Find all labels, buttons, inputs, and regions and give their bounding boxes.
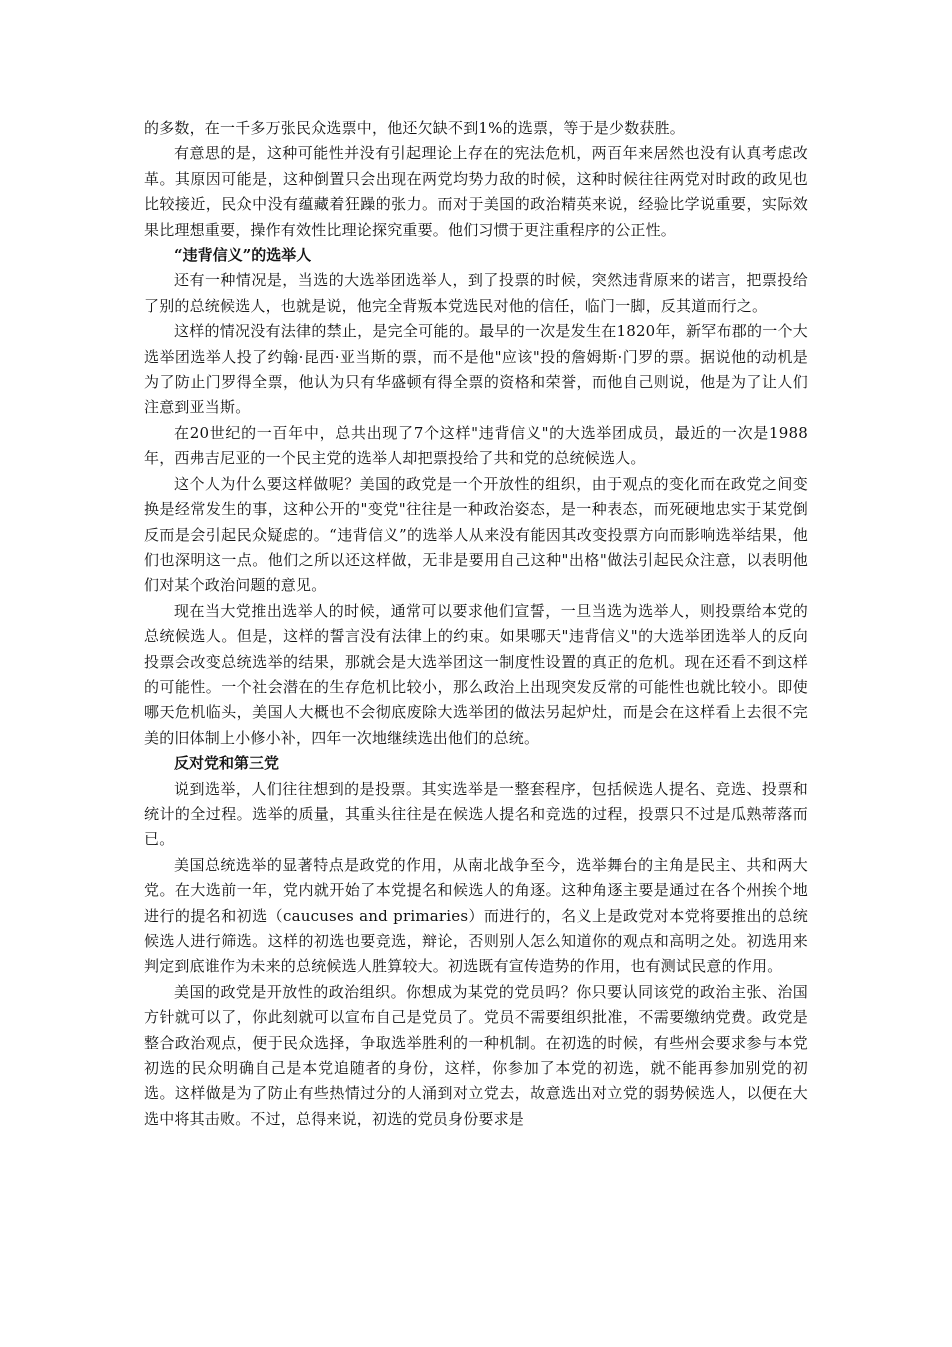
section-heading-faithless-electors: “违背信义”的选举人: [174, 246, 312, 265]
section-heading-opposition-third-party: 反对党和第三党: [174, 754, 280, 773]
document-page: [144, 116, 808, 1132]
paragraph: 美国总统选举的显著特点是政党的作用，从南北战争至今，选举舞台的主角是民主、共和两大党。在大选前一年，党内就开始了本党提名和候选人的角逐。这种角逐主要是通过在各个州挨个地进行的提名和初选（caucuses and primaries）而进行的，名义上是政党对本党将要推出的总统候选人进行筛选。这样的初选也要竞选，辩论，否则别人怎么知道你的观点和高明之处。初选用来判定到底谁作为未来的总统候选人胜算较大。初选既有宣传造势的作用，也有测试民意的作用。: [144, 855, 808, 976]
paragraph: 现在当大党推出选举人的时候，通常可以要求他们宣誓，一旦当选为选举人，则投票给本党的总统候选人。但是，这样的誓言没有法律上的约束。如果哪天"违背信义"的大选举团选举人的反向投票会改变总统选举的结果，那就会是大选举团这一制度性设置的真正的危机。现在还看不到这样的可能性。一个社会潜在的生存危机比较小，那么政治上出现突发反常的可能性也就比较小。即使哪天危机临头，美国人大概也不会彻底废除大选举团的做法另起炉灶，而是会在这样看上去很不完美的旧体制上小修小补，四年一次地继续选出他们的总统。: [144, 601, 808, 747]
paragraph: 这个人为什么要这样做呢？美国的政党是一个开放性的组织，由于观点的变化而在政党之间变换是经常发生的事，这种公开的"变党"往往是一种政治姿态，是一种表态，而死硬地忠实于某党倒反而是会引起民众疑虑的。“违背信义”的选举人从来没有能因其改变投票方向而影响选举结果，他们也深明这一点。他们之所以还这样做，无非是要用自己这种"出格"做法引起民众注意，以表明他们对某个政治问题的意见。: [144, 474, 808, 595]
paragraph: 说到选举，人们往往想到的是投票。其实选举是一整套程序，包括候选人提名、竞选、投票和统计的全过程。选举的质量，其重头往往是在候选人提名和竞选的过程，投票只不过是瓜熟蒂落而已。: [144, 779, 808, 849]
paragraph-continuation: 的多数，在一千多万张民众选票中，他还欠缺不到1%的选票，等于是少数获胜。: [144, 119, 685, 137]
paragraph: 有意思的是，这种可能性并没有引起理论上存在的宪法危机，两百年来居然也没有认真考虑改革。其原因可能是，这种倒置只会出现在两党均势力敌的时候，这种时候往往两党对时政的政见也比较接近，民众中没有蕴藏着狂躁的张力。而对于美国的政治精英来说，经验比学说重要，实际效果比理想重要，操作有效性比理论探究重要。他们习惯于更注重程序的公正性。: [144, 144, 808, 239]
paragraph: 这样的情况没有法律的禁止，是完全可能的。最早的一次是发生在1820年，新罕布郡的一个大选举团选举人投了约翰·昆西·亚当斯的票，而不是他"应该"投的詹姆斯·门罗的票。据说他的动机是为了防止门罗得全票，他认为只有华盛顿有得全票的资格和荣誉，而他自己则说，他是为了让人们注意到亚当斯。: [144, 322, 808, 417]
paragraph: 还有一种情况是，当选的大选举团选举人，到了投票的时候，突然违背原来的诺言，把票投给了别的总统候选人，也就是说，他完全背叛本党选民对他的信任，临门一脚，反其道而行之。: [144, 271, 808, 315]
paragraph: 在20世纪的一百年中，总共出现了7个这样"违背信义"的大选举团成员，最近的一次是1988年，西弗吉尼亚的一个民主党的选举人却把票投给了共和党的总统候选人。: [144, 423, 808, 468]
paragraph: 美国的政党是开放性的政治组织。你想成为某党的党员吗？你只要认同该党的政治主张、治国方针就可以了，你此刻就可以宣布自己是党员了。党员不需要组织批准，不需要缴纳党费。政党是整合政治观点，便于民众选择，争取选举胜利的一种机制。在初选的时候，有些州会要求参与本党初选的民众明确自己是本党追随者的身份，这样，你参加了本党的初选，就不能再参加别党的初选。这样做是为了防止有些热情过分的人涌到对立党去，故意选出对立党的弱势候选人，以便在大选中将其击败。不过，总得来说，初选的党员身份要求是: [144, 982, 808, 1128]
